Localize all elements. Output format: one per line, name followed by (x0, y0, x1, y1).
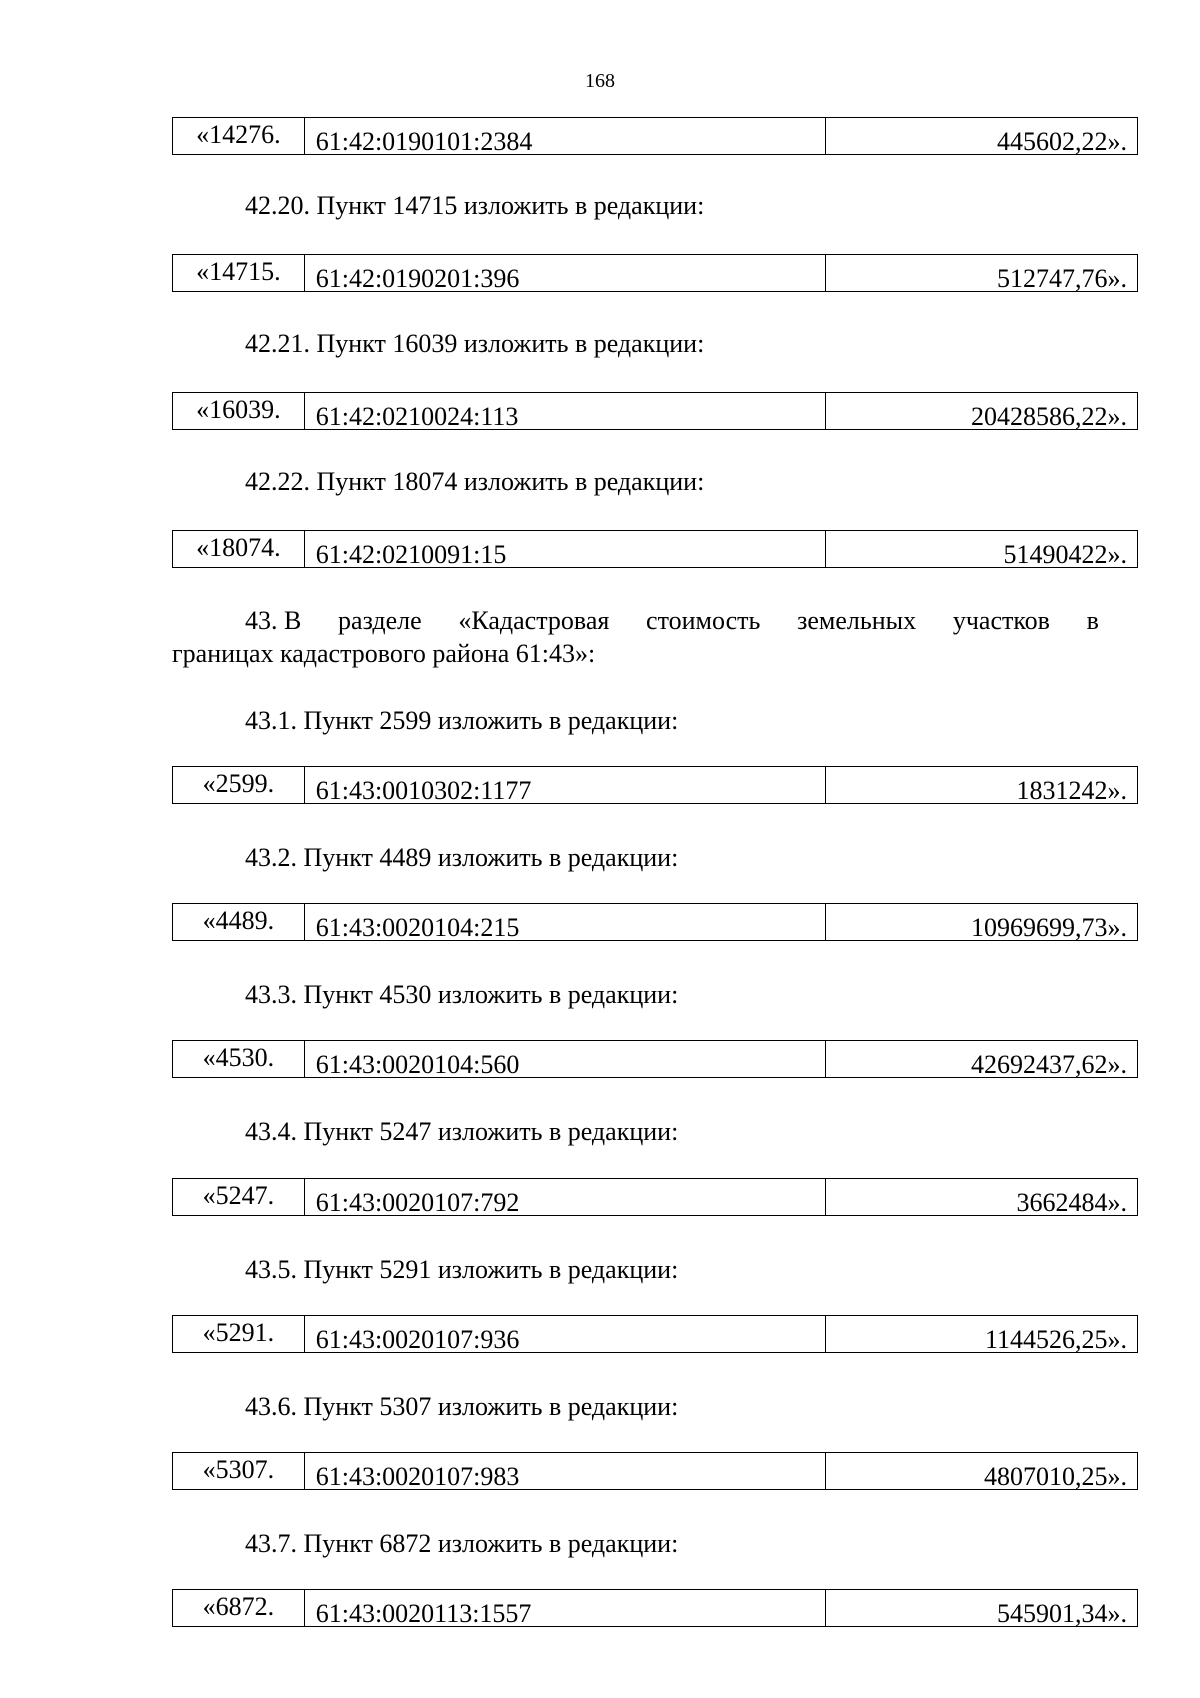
cadastral-number: 61:42:0190101:2384 (305, 118, 826, 154)
table-row (172, 1452, 1138, 1490)
cadastral-value: 20428586,22». (971, 402, 1127, 431)
item-number: «14715. (173, 255, 305, 291)
cadastral-number: 61:43:0010302:1177 (305, 767, 826, 803)
cadastral-number: 61:43:0020113:1557 (305, 1590, 826, 1626)
item-number: «4489. (173, 904, 305, 940)
cadastral-number: 61:42:0190201:396 (305, 255, 826, 291)
page-number: 168 (585, 70, 615, 92)
cadastral-value: 3662484». (1016, 1188, 1127, 1217)
table-row (172, 1040, 1138, 1078)
cadastral-value: 51490422». (1003, 540, 1127, 569)
cadastral-number: 61:43:0020107:792 (305, 1179, 826, 1215)
paragraph-heading: 42.20. Пункт 14715 изложить в редакции: (245, 191, 705, 220)
section-word: земельных (797, 606, 917, 635)
paragraph-heading: 43.6. Пункт 5307 изложить в редакции: (245, 1392, 679, 1421)
cadastral-value: 1831242». (1016, 776, 1127, 805)
table-row (172, 1178, 1138, 1216)
cadastral-number: 61:42:0210024:113 (305, 393, 826, 429)
paragraph-heading: 43.2. Пункт 4489 изложить в редакции: (245, 843, 679, 872)
paragraph-heading: 43.3. Пункт 4530 изложить в редакции: (245, 980, 679, 1009)
table-row (172, 117, 1138, 155)
cadastral-number: 61:43:0020104:215 (305, 904, 826, 940)
cadastral-value: 545901,34». (997, 1599, 1127, 1628)
section-word: 43. В (245, 606, 302, 635)
paragraph-heading: 42.21. Пункт 16039 изложить в редакции: (245, 329, 705, 358)
section-word: в (1086, 606, 1099, 635)
item-number: «5247. (173, 1179, 305, 1215)
section-line-1 (172, 604, 1099, 637)
section-word: разделе (338, 606, 422, 635)
item-number: «18074. (173, 531, 305, 567)
table-row (172, 766, 1138, 804)
section-word: участков (952, 606, 1050, 635)
table-row (172, 903, 1138, 941)
cadastral-number: 61:42:0210091:15 (305, 531, 826, 567)
cadastral-number: 61:43:0020107:983 (305, 1453, 826, 1489)
table-row (172, 254, 1138, 292)
section-word: «Кадастровая (458, 606, 610, 635)
section-line-2: границах кадастрового района 61:43»: (172, 639, 596, 668)
paragraph-heading: 43.4. Пункт 5247 изложить в редакции: (245, 1117, 679, 1146)
item-number: «2599. (173, 767, 305, 803)
item-number: «5307. (173, 1453, 305, 1489)
paragraph-heading: 42.22. Пункт 18074 изложить в редакции: (245, 467, 705, 496)
cadastral-value: 1144526,25». (984, 1325, 1127, 1354)
item-number: «14276. (173, 118, 305, 154)
cadastral-value: 42692437,62». (971, 1050, 1127, 1079)
item-number: «5291. (173, 1316, 305, 1352)
paragraph-heading: 43.5. Пункт 5291 изложить в редакции: (245, 1255, 679, 1284)
cadastral-value: 445602,22». (997, 127, 1127, 156)
section-word: стоимость (646, 606, 761, 635)
section-paragraph (172, 604, 1099, 670)
cadastral-value: 10969699,73». (971, 913, 1127, 942)
item-number: «4530. (173, 1041, 305, 1077)
table-row (172, 530, 1138, 568)
table-row (172, 1315, 1138, 1353)
table-row (172, 392, 1138, 430)
cadastral-number: 61:43:0020107:936 (305, 1316, 826, 1352)
table-row (172, 1589, 1138, 1627)
paragraph-heading: 43.1. Пункт 2599 изложить в редакции: (245, 706, 679, 735)
cadastral-value: 4807010,25». (984, 1462, 1127, 1491)
item-number: «6872. (173, 1590, 305, 1626)
paragraph-heading: 43.7. Пункт 6872 изложить в редакции: (245, 1529, 679, 1558)
cadastral-number: 61:43:0020104:560 (305, 1041, 826, 1077)
item-number: «16039. (173, 393, 305, 429)
cadastral-value: 512747,76». (997, 264, 1127, 293)
